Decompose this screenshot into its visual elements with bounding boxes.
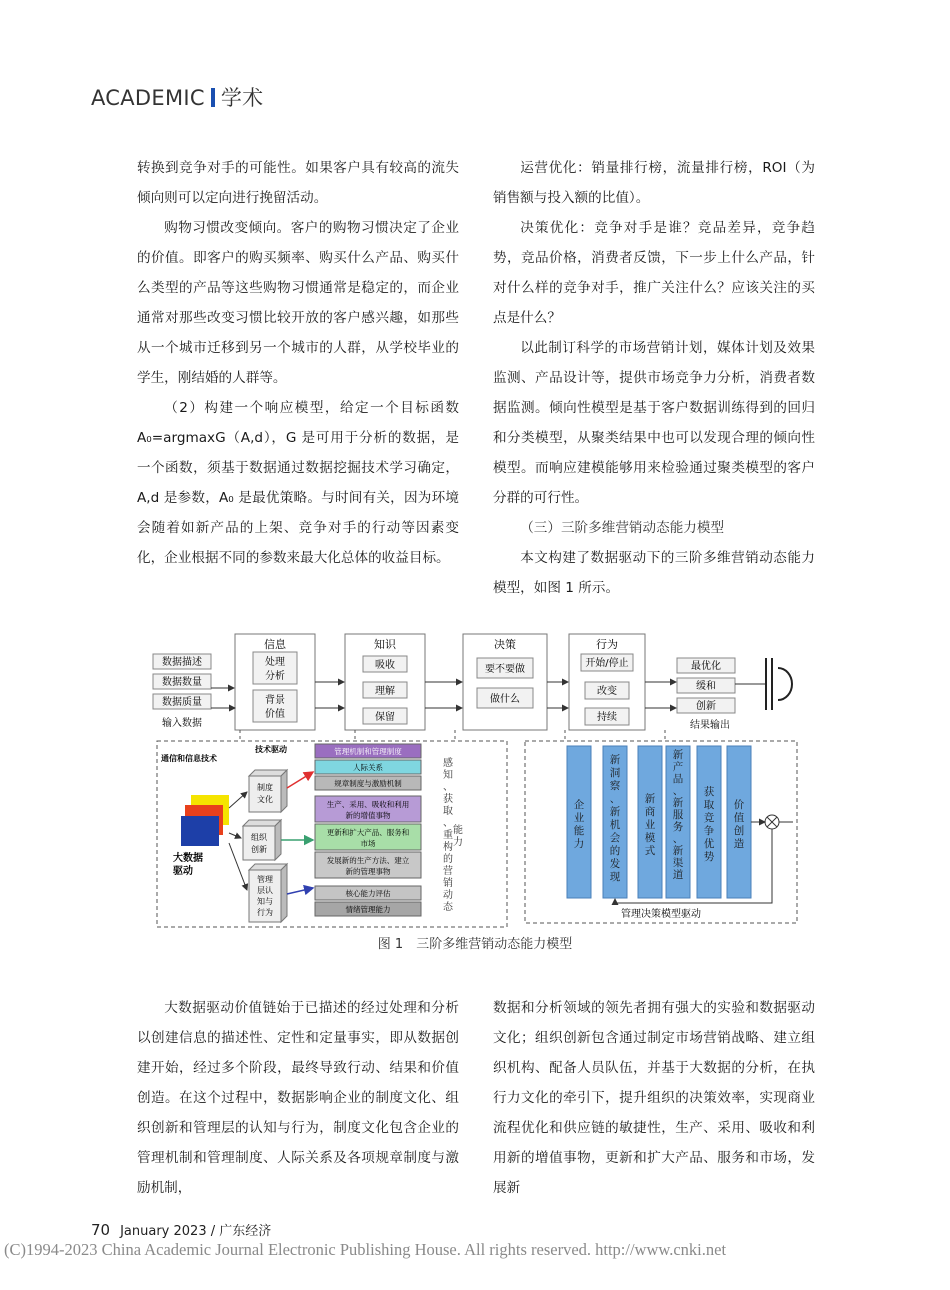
bottom-column-right [493, 993, 815, 1203]
page-footer [91, 1220, 271, 1239]
input-label: 数据描述 [162, 657, 202, 668]
column-right [493, 153, 815, 603]
svg-text:、: 、 [443, 818, 453, 829]
svg-text:会: 会 [609, 832, 621, 844]
svg-text:、: 、 [672, 785, 684, 797]
svg-text:模: 模 [644, 832, 656, 844]
cube-institution [249, 770, 287, 812]
bigdata-label: 大数据 [173, 853, 203, 864]
stage-item: 分析 [265, 671, 285, 682]
stage-item: 保留 [375, 712, 395, 723]
journal-header [91, 82, 263, 112]
svg-text:销: 销 [443, 878, 453, 889]
figure-caption: 图 1 三阶多维营销动态能力模型 [377, 937, 573, 952]
box-label: 管理机制和管理制度 [334, 747, 402, 756]
output-label: 缓和 [696, 681, 716, 692]
copyright-line: (C)1994-2023 China Academic Journal Electronic Publishing House. All rights reserved. http://www.cnki.net [4, 1240, 727, 1259]
svg-text:获: 获 [443, 794, 453, 805]
svg-text:知与: 知与 [257, 897, 273, 906]
svg-text:层认: 层认 [257, 886, 273, 895]
blue-square [181, 816, 219, 846]
footer-date: January 2023 / 广东经济 [120, 1224, 272, 1239]
svg-text:感: 感 [443, 758, 453, 769]
svg-text:能: 能 [573, 825, 585, 837]
box-label: 核心能力评估 [345, 889, 391, 898]
paragraph: 大数据驱动价值链始于已描述的经过处理和分析以创建信息的描述性、定性和定量事实，即从数据创建开始，经过多个阶段，最终导致行动、结果和价值创造。在这个过程中，数据影响企业的制度文化、组织创新和管理层的认知与行为，制度文化包含企业的管理机制和管理制度、人际关系及各项规章制度与激励机制， [137, 1000, 459, 1196]
svg-text:新: 新 [672, 797, 684, 809]
svg-text:管理: 管理 [257, 875, 273, 884]
box-label: 市场 [360, 839, 376, 848]
stage-title: 行为 [596, 638, 618, 651]
svg-text:营: 营 [443, 866, 453, 877]
blue-bar-label: 新 [672, 749, 684, 761]
svg-text:制度: 制度 [257, 783, 273, 792]
stage-item: 价值 [265, 709, 285, 720]
svg-text:优: 优 [703, 838, 715, 850]
box-label: 生产、采用、吸收和利用 [326, 800, 410, 809]
blue-bar-label: 新 [644, 793, 656, 805]
stage-title: 信息 [264, 638, 286, 651]
blue-bar-label: 价 [733, 799, 745, 811]
svg-text:力: 力 [453, 837, 463, 848]
paragraph: 本文构建了数据驱动下的三阶多维营销动态能力模型，如图 1 所示。 [493, 550, 815, 596]
paragraph: 运营优化：销量排行榜，流量排行榜，ROI（为销售额与投入额的比值）。 [493, 160, 815, 206]
cube-organization [243, 820, 281, 860]
input-label: 数据数量 [162, 677, 202, 688]
output-label: 最优化 [691, 661, 721, 672]
box-label: 人际关系 [353, 763, 383, 772]
paragraph: （2）构建一个响应模型，给定一个目标函数 A₀=argmaxG（A,d），G 是可用于分析的数据，是一个函数，须基于数据通过数据挖掘技术学习确定，A,d 是参数，A₀ 是最优策略。与时间有关，因为环境会随着如新产品的上架、竞争对手的行动等因素变化，企业根据不同的参数来最大化总体的收益目标。 [137, 400, 459, 566]
stage-item: 持续 [597, 712, 617, 723]
cube-management [249, 864, 287, 922]
svg-text:的: 的 [443, 854, 453, 865]
figure-1-diagram [145, 628, 810, 948]
column-left [137, 153, 459, 573]
svg-text:品: 品 [672, 773, 684, 785]
output-result-label: 结果输出 [690, 720, 730, 731]
svg-text:、: 、 [672, 833, 684, 845]
svg-text:机: 机 [609, 819, 621, 831]
input-data-label: 输入数据 [162, 718, 202, 729]
mgmt-model-label: 管理决策模型驱动 [621, 909, 701, 920]
box-label: 情绪管理能力 [345, 905, 391, 914]
svg-text:造: 造 [733, 838, 745, 850]
svg-text:竞: 竞 [703, 812, 715, 824]
svg-text:、: 、 [609, 793, 621, 805]
svg-text:势: 势 [703, 851, 715, 863]
input-label: 数据质量 [162, 697, 202, 708]
box-label: 新的增值事物 [345, 811, 391, 820]
svg-text:构: 构 [443, 842, 453, 853]
svg-text:产: 产 [672, 761, 684, 773]
vertical-capability-text [443, 756, 463, 913]
page-number: 70 [91, 1221, 111, 1239]
output-label: 创新 [696, 701, 716, 712]
svg-text:新: 新 [609, 806, 621, 818]
svg-text:式: 式 [644, 845, 656, 857]
stage-item: 改变 [597, 686, 617, 697]
section-heading: （三）三阶多维营销动态能力模型 [520, 520, 725, 536]
blue-bar-label: 获 [703, 786, 715, 798]
svg-text:取: 取 [703, 799, 715, 811]
bigdata-label: 驱动 [173, 866, 193, 877]
box-label: 新的管理事物 [345, 867, 391, 876]
blue-bar-label: 企 [573, 799, 585, 811]
svg-text:的: 的 [609, 845, 621, 857]
stage-item: 要不要做 [485, 664, 525, 675]
svg-text:力: 力 [573, 838, 585, 850]
stage-item: 理解 [375, 686, 395, 697]
stage-title: 决策 [494, 638, 516, 651]
paragraph: 决策优化：竞争对手是谁？竞品差异，竞争趋势，竞品价格，消费者反馈，下一步上什么产品，针对什么样的竞争对手，推广关注什么？应该关注的买点是什么？ [493, 220, 815, 326]
svg-text:知: 知 [443, 770, 453, 781]
svg-text:渠: 渠 [672, 857, 684, 869]
paragraph: 数据和分析领域的领先者拥有强大的实验和数据驱动文化；组织创新包含通过制定市场营销战略、建立组织机构、配备人员队伍，并基于大数据的分析，在执行力文化的牵引下，提升组织的决策效率，实现商业流程优化和供应链的敏捷性，生产、采用、吸收和利用新的增值事物，更新和扩大产品、服务和市场，发展新 [493, 1000, 815, 1196]
paragraph: 转换到竞争对手的可能性。如果客户具有较高的流失倾向则可以定向进行挽留活动。 [137, 160, 459, 206]
svg-text:能: 能 [453, 825, 463, 836]
svg-text:察: 察 [609, 780, 621, 792]
svg-text:争: 争 [703, 825, 715, 837]
stage-item: 背景 [265, 695, 285, 706]
svg-text:业: 业 [644, 819, 656, 831]
header-right: 学术 [220, 86, 264, 110]
stage-item: 吸收 [375, 660, 395, 671]
stage-item: 处理 [265, 657, 285, 668]
bottom-column-left [137, 993, 459, 1203]
svg-text:组织: 组织 [251, 833, 267, 842]
svg-text:文化: 文化 [257, 795, 273, 804]
svg-text:行为: 行为 [257, 908, 273, 917]
svg-text:取: 取 [443, 806, 453, 817]
paragraph: 以此制订科学的市场营销计划，媒体计划及效果监测、产品设计等，提供市场竞争力分析，消费者数据监测。倾向性模型是基于客户数据训练得到的回归和分类模型，从聚类结果中也可以发现合理的倾向性模型。而响应建模能够用来检验通过聚类模型的客户分群的可行性。 [493, 340, 815, 506]
stage-title: 知识 [374, 638, 396, 651]
box-label: 更新和扩大产品、服务和 [326, 828, 410, 837]
box-label: 发展新的生产方法、建立 [326, 856, 410, 865]
svg-text:创新: 创新 [251, 845, 267, 854]
svg-text:新: 新 [672, 845, 684, 857]
header-divider [211, 88, 215, 107]
svg-text:创: 创 [733, 825, 745, 837]
svg-text:服: 服 [672, 809, 684, 821]
svg-text:发: 发 [609, 858, 621, 870]
svg-text:务: 务 [672, 821, 684, 833]
svg-text:动: 动 [443, 890, 453, 901]
svg-text:值: 值 [733, 812, 745, 824]
svg-text:重: 重 [443, 830, 453, 841]
svg-text:、: 、 [443, 782, 453, 793]
blue-bar-label: 新 [609, 754, 621, 766]
box-label: 规章制度与激励机制 [334, 779, 402, 788]
stage-item: 开始/停止 [585, 658, 629, 669]
stage-item: 做什么 [490, 694, 520, 705]
header-left: ACADEMIC [91, 86, 205, 110]
svg-text:商: 商 [644, 806, 656, 818]
svg-text:洞: 洞 [609, 767, 621, 779]
paragraph: 购物习惯改变倾向。客户的购物习惯决定了企业的价值。即客户的购买频率、购买什么产品、购买什么类型的产品等这些购物习惯通常是稳定的，而企业通常对那些改变习惯比较开放的客户感兴趣，如那些从一个城市迁移到另一个城市的人群，从学校毕业的学生，刚结婚的人群等。 [137, 220, 459, 386]
svg-text:道: 道 [672, 869, 684, 881]
svg-text:业: 业 [573, 812, 585, 824]
svg-text:现: 现 [609, 871, 621, 883]
tech-drive-label: 技术驱动 [255, 745, 287, 754]
tech-label: 通信和信息技术 [161, 754, 217, 763]
svg-text:态: 态 [443, 902, 453, 913]
